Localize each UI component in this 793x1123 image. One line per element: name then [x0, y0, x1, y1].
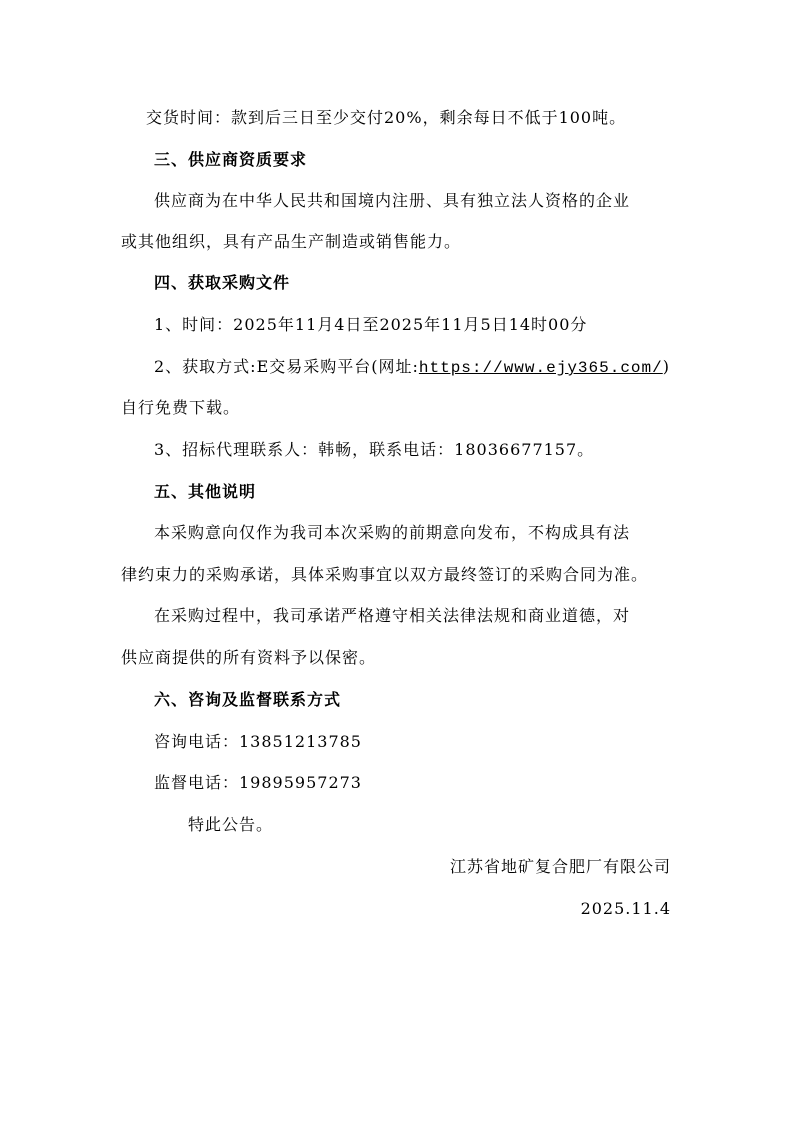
section4-heading: 四、获取采购文件	[154, 273, 291, 292]
section3-heading: 三、供应商资质要求	[154, 150, 308, 169]
section5-para2-line1: 在采购过程中，我司承诺严格遵守相关法律法规和商业道德，对	[154, 606, 631, 625]
section4-item2	[154, 357, 670, 378]
section5-para1-line2: 律约束力的采购承诺，具体采购事宜以双方最终签订的采购合同为准。	[121, 565, 649, 584]
section6-heading: 六、咨询及监督联系方式	[154, 690, 342, 709]
section3-paragraph-line1: 供应商为在中华人民共和国境内注册、具有独立法人资格的企业	[154, 191, 631, 210]
closing-text: 特此公告。	[188, 815, 274, 834]
section4-item3: 3、招标代理联系人：韩畅，联系电话：18036677157。	[154, 440, 595, 459]
section4-item1: 1、时间：2025年11月4日至2025年11月5日14时00分	[154, 315, 588, 334]
supervise-phone: 监督电话：19895957273	[154, 773, 362, 792]
section5-para1-line1: 本采购意向仅作为我司本次采购的前期意向发布，不构成具有法	[154, 523, 631, 542]
signature-date: 2025.11.4	[580, 899, 671, 918]
section4-item2-line2: 自行免费下载。	[121, 398, 241, 417]
item2-prefix: 2、获取方式:E交易采购平台(网址:	[154, 357, 419, 376]
section5-heading: 五、其他说明	[154, 482, 257, 501]
section5-para2-line2: 供应商提供的所有资料予以保密。	[121, 648, 377, 667]
ejy365-link[interactable]: https://www.ejy365.com/	[418, 359, 663, 377]
section3-paragraph-line2: 或其他组织，具有产品生产制造或销售能力。	[121, 232, 462, 251]
item2-suffix: )	[662, 357, 670, 376]
consult-phone: 咨询电话：13851213785	[154, 732, 362, 751]
signature-company: 江苏省地矿复合肥厂有限公司	[449, 857, 671, 876]
delivery-time-text: 交货时间：款到后三日至少交付20%，剩余每日不低于100吨。	[146, 108, 627, 127]
